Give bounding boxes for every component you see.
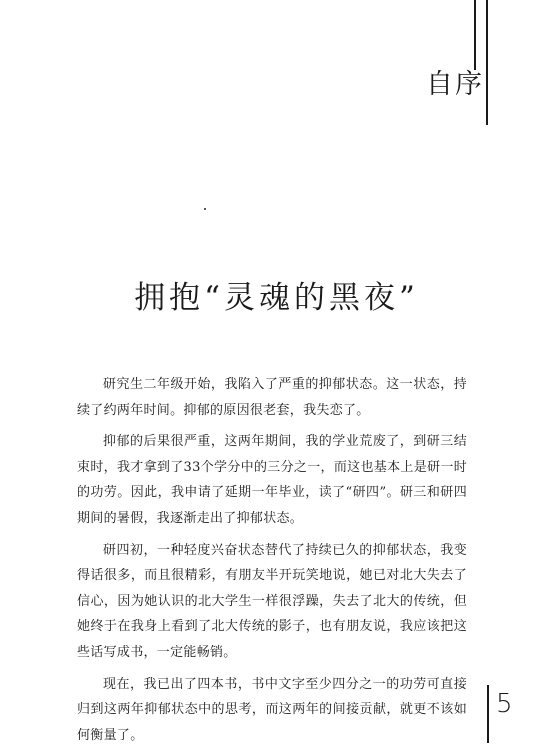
decorative-rule-top-short [474, 0, 476, 70]
paragraph-2: 抑郁的后果很严重，这两年期间，我的学业荒废了，到研三结束时，我才拿到了33个学分中的三分之一，而这也基本上是研一时的功劳。因此，我申请了延期一年毕业，读了“研四”。研三和研四期间的暑假，我逐渐走出了抑郁状态。 [77, 434, 467, 526]
print-speck [204, 208, 206, 210]
page-number: 5 [496, 689, 513, 719]
paragraph-1: 研究生二年级开始，我陷入了严重的抑郁状态。这一状态，持续了约两年时间。抑郁的原因很老套，我失恋了。 [77, 377, 467, 418]
section-label: 自序 [426, 69, 484, 100]
body-text [77, 372, 467, 754]
decorative-rule-top-long [486, 0, 488, 125]
paragraph-4: 现在，我已出了四本书，书中文字至少四分之一的功劳可直接归到这两年抑郁状态中的思考，而这两年的间接贡献，就更不该如何衡量了。 [77, 676, 467, 743]
chapter-title: 拥抱“灵魂的黑夜” [134, 280, 419, 316]
decorative-rule-bottom [487, 685, 489, 743]
paragraph-3: 研四初，一种轻度兴奋状态替代了持续已久的抑郁状态，我变得话很多，而且很精彩，有朋友半开玩笑地说，她已对北大失去了信心，因为她认识的北大学生一样很浮躁，失去了北大的传统，但她终于在我身上看到了北大传统的影子，也有朋友说，我应该把这些话写成书，一定能畅销。 [77, 542, 467, 660]
